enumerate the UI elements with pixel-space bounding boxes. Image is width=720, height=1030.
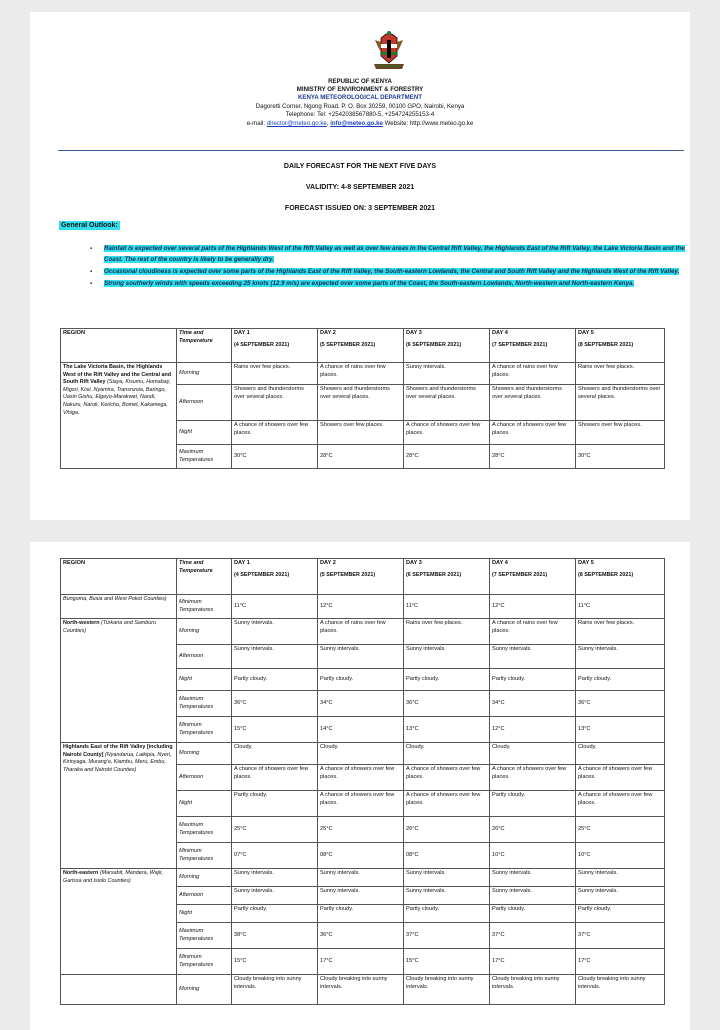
time-cell: Maximum Temperatures	[177, 923, 232, 949]
forecast-cell: 11°C	[404, 595, 490, 619]
email-label: e-mail:	[246, 120, 266, 127]
forecast-cell: Showers and thunderstorms over several places.	[232, 385, 318, 421]
day-header: DAY 1 (4 SEPTEMBER 2021)	[232, 559, 318, 595]
forecast-cell: Cloudy breaking into sunny intervals.	[576, 975, 665, 1005]
time-header: Time and Temperature	[177, 559, 232, 595]
bullet-icon: ▪	[90, 245, 93, 252]
forecast-cell: Partly cloudy.	[576, 905, 665, 923]
forecast-cell: 37°C	[404, 923, 490, 949]
time-cell: Morning	[177, 869, 232, 887]
validity-title: VALIDITY: 4-8 SEPTEMBER 2021	[305, 184, 415, 191]
day-header: DAY 5 (8 SEPTEMBER 2021)	[576, 329, 665, 363]
time-cell: Afternoon	[177, 887, 232, 905]
forecast-cell: 30°C	[576, 445, 665, 469]
forecast-cell: 17°C	[318, 949, 404, 975]
forecast-cell: 17°C	[490, 949, 576, 975]
outlook-item: ▪ Strong southerly winds with speeds exceeding 25 knots (12.9 m/s) are expected over some parts of the Coast, the South-eastern Lowlands, North-western and North-eastern Kenya.	[90, 280, 635, 287]
region-cell: Bungoma, Busia and West Pokot Counties)	[61, 595, 177, 619]
forecast-cell: Sunny intervals.	[490, 887, 576, 905]
region-cell: Highlands East of the Rift Valley [including Nairobi County] (Nyandarua, Laikipia, Nyeri, Kirinyaga, Murang'a, Kiambu, Meru, Embu, Tharaka and Nairobi Counties)	[61, 743, 177, 869]
forecast-cell: Rains over few places.	[576, 363, 665, 385]
time-cell: Maximum Temperatures	[177, 691, 232, 717]
region-cell	[61, 975, 177, 1005]
forecast-cell: 34°C	[490, 691, 576, 717]
forecast-cell: 36°C	[232, 691, 318, 717]
forecast-cell: Showers and thunderstorms over several places.	[404, 385, 490, 421]
header-contacts: e-mail: director@meteo.go.ke, info@meteo.go.ke Website: http://www.meteo.go.ke	[246, 120, 474, 127]
day-header: DAY 2 (5 SEPTEMBER 2021)	[318, 329, 404, 363]
outlook-list	[88, 243, 690, 289]
table-row	[61, 975, 665, 1005]
email-director-link[interactable]: director@meteo.go.ke	[266, 120, 327, 127]
forecast-cell: Sunny intervals.	[490, 869, 576, 887]
forecast-cell: 36°C	[318, 923, 404, 949]
time-cell: Night	[177, 669, 232, 691]
forecast-cell: Sunny intervals.	[576, 887, 665, 905]
forecast-cell: Partly cloudy.	[318, 905, 404, 923]
forecast-cell: Showers and thunderstorms over several places.	[490, 385, 576, 421]
forecast-cell: Sunny intervals.	[576, 645, 665, 669]
forecast-table-1	[60, 328, 665, 469]
outlook-item: ▪ Occasional cloudiness is expected over some parts of the Highlands East of the Rift Valley, the South-eastern Lowlands, the Central and South Rift Valley and the Highlands West of the Rift Valley.	[90, 268, 680, 275]
forecast-cell: 38°C	[232, 923, 318, 949]
forecast-cell: 15°C	[404, 949, 490, 975]
forecast-cell: Partly cloudy.	[404, 669, 490, 691]
forecast-cell: A chance of rains over few places.	[318, 619, 404, 645]
forecast-cell: Rains over few places.	[232, 363, 318, 385]
table-row	[61, 743, 665, 765]
bullet-icon: ▪	[90, 280, 93, 287]
forecast-cell: 34°C	[318, 691, 404, 717]
time-cell: Afternoon	[177, 385, 232, 421]
forecast-cell: Partly cloudy.	[232, 669, 318, 691]
region-cell: North-eastern (Marsabit, Mandera, Wajir, Garissa and Isiolo Counties)	[61, 869, 177, 975]
header-republic: REPUBLIC OF KENYA	[328, 78, 392, 85]
forecast-cell: Partly cloudy.	[232, 905, 318, 923]
forecast-cell: Partly cloudy.	[318, 669, 404, 691]
forecast-cell: Showers over few places.	[576, 421, 665, 445]
forecast-cell: 12°C	[490, 595, 576, 619]
forecast-cell: Sunny intervals.	[404, 869, 490, 887]
header-address: Dagoretti Corner, Ngong Road, P. O. Box 30259, 00100 GPO, Nairobi, Kenya	[255, 103, 465, 110]
day-header: DAY 5 (8 SEPTEMBER 2021)	[576, 559, 665, 595]
forecast-cell: Partly cloudy.	[490, 669, 576, 691]
header-department: KENYA METEOROLOGICAL DEPARTMENT	[298, 94, 422, 101]
forecast-cell: Showers over few places.	[318, 421, 404, 445]
time-cell: Morning	[177, 619, 232, 645]
general-outlook-label: General Outlook:	[61, 222, 118, 229]
forecast-cell: Cloudy.	[232, 743, 318, 765]
forecast-cell: Showers and thunderstorms over several places.	[318, 385, 404, 421]
forecast-cell: 10°C	[490, 843, 576, 869]
forecast-cell: Sunny intervals.	[232, 619, 318, 645]
time-cell: Night	[177, 905, 232, 923]
forecast-cell: 12°C	[318, 595, 404, 619]
time-cell: Night	[177, 791, 232, 817]
table-header-row	[61, 559, 665, 595]
forecast-cell: 10°C	[576, 843, 665, 869]
forecast-cell: A chance of showers over few places.	[404, 765, 490, 791]
forecast-cell: 14°C	[318, 717, 404, 743]
kenya-coat-of-arms-icon	[372, 30, 406, 72]
header-telephone: Telephone: Tel: +2542038567880-5, +254724255153-4	[285, 111, 435, 118]
forecast-cell: 13°C	[404, 717, 490, 743]
forecast-cell: Cloudy breaking into sunny intervals.	[404, 975, 490, 1005]
forecast-cell: 28°C	[318, 445, 404, 469]
time-cell: Morning	[177, 743, 232, 765]
time-cell: Night	[177, 421, 232, 445]
forecast-cell: 28°C	[490, 445, 576, 469]
forecast-cell: Cloudy breaking into sunny intervals.	[232, 975, 318, 1005]
table-header-row	[61, 329, 665, 363]
forecast-cell: 11°C	[232, 595, 318, 619]
forecast-table-2	[60, 558, 665, 1005]
issued-title: FORECAST ISSUED ON: 3 SEPTEMBER 2021	[284, 205, 436, 212]
table-row	[61, 363, 665, 385]
forecast-cell: A chance of showers over few places.	[404, 791, 490, 817]
forecast-cell: Sunny intervals.	[318, 887, 404, 905]
outlook-item: ▪ Rainfall is expected over several parts of the Highlands West of the Rift Valley as well as over few areas in the Central Rift Valley, the Highlands East of the Rift Valley, the Lake Victoria Basin and the Coast. The rest of the country is likely to be generally dry.	[90, 245, 685, 263]
region-cell: North-western (Turkana and Samburu Counties)	[61, 619, 177, 743]
forecast-cell: 26°C	[490, 817, 576, 843]
forecast-cell: 11°C	[576, 595, 665, 619]
forecast-cell: Sunny intervals.	[404, 645, 490, 669]
forecast-cell: A chance of showers over few places.	[576, 791, 665, 817]
time-header: Time and Temperature	[177, 329, 232, 363]
forecast-cell: Rains over few places.	[576, 619, 665, 645]
time-cell: Afternoon	[177, 645, 232, 669]
forecast-cell: Cloudy.	[404, 743, 490, 765]
forecast-cell: Partly cloudy.	[490, 791, 576, 817]
day-header: DAY 4 (7 SEPTEMBER 2021)	[490, 329, 576, 363]
forecast-cell: A chance of showers over few places.	[490, 765, 576, 791]
forecast-cell: A chance of showers over few places.	[232, 421, 318, 445]
forecast-cell: 15°C	[232, 717, 318, 743]
forecast-cell: 17°C	[576, 949, 665, 975]
forecast-cell: 25°C	[318, 817, 404, 843]
forecast-cell: 25°C	[232, 817, 318, 843]
time-cell: Minimum Temperatures	[177, 843, 232, 869]
forecast-cell: Sunny intervals.	[404, 887, 490, 905]
forecast-cell: Partly cloudy.	[404, 905, 490, 923]
forecast-cell: Showers and thunderstorms over several places.	[576, 385, 665, 421]
forecast-cell: 30°C	[232, 445, 318, 469]
forecast-cell: Sunny intervals.	[318, 645, 404, 669]
forecast-cell: Sunny intervals.	[318, 869, 404, 887]
forecast-cell: A chance of rains over few places.	[490, 619, 576, 645]
forecast-cell: A chance of showers over few places.	[404, 421, 490, 445]
forecast-cell: 12°C	[490, 717, 576, 743]
forecast-cell: A chance of rains over few places.	[490, 363, 576, 385]
bullet-icon: ▪	[90, 268, 93, 275]
time-cell: Morning	[177, 975, 232, 1005]
forecast-cell: 37°C	[576, 923, 665, 949]
time-cell: Morning	[177, 363, 232, 385]
forecast-cell: 15°C	[232, 949, 318, 975]
region-cell: The Lake Victoria Basin, the Highlands West of the Rift Valley and the Central and South Rift Valley (Siaya, Kisumu, Homabay, Migori, Kisii, Nyamira, Transnzoia, Baringo, Uasin Gishu, Elgeyo-Marakwet, Nandi, Nakuru, Narok, Kericho, Bomet, Kakamega, Vihiga,	[61, 363, 177, 469]
forecast-cell: Sunny intervals.	[232, 869, 318, 887]
forecast-cell: Cloudy.	[576, 743, 665, 765]
website-text: Website: http://www.meteo.go.ke	[384, 120, 474, 127]
table-row	[61, 869, 665, 887]
forecast-cell: 36°C	[404, 691, 490, 717]
forecast-cell: Partly cloudy.	[576, 669, 665, 691]
forecast-cell: A chance of showers over few places.	[318, 791, 404, 817]
forecast-cell: A chance of showers over few places.	[576, 765, 665, 791]
forecast-cell: 28°C	[404, 445, 490, 469]
header-ministry: MINISTRY OF ENVIRONMENT & FORESTRY	[296, 86, 424, 93]
forecast-cell: Cloudy.	[490, 743, 576, 765]
time-cell: Minimum Temperatures	[177, 717, 232, 743]
table-row	[61, 619, 665, 645]
forecast-cell: 07°C	[232, 843, 318, 869]
day-header: DAY 1 (4 SEPTEMBER 2021)	[232, 329, 318, 363]
forecast-cell: Sunny intervals.	[576, 869, 665, 887]
forecast-cell: Cloudy.	[318, 743, 404, 765]
forecast-cell: Partly cloudy.	[490, 905, 576, 923]
forecast-cell: A chance of showers over few places.	[232, 765, 318, 791]
email-info-link[interactable]: info@meteo.go.ke	[330, 120, 383, 127]
forecast-cell: Sunny intervals.	[404, 363, 490, 385]
forecast-cell: Cloudy breaking into sunny intervals.	[490, 975, 576, 1005]
forecast-cell: 13°C	[576, 717, 665, 743]
time-cell: Minimum Temperatures	[177, 595, 232, 619]
forecast-cell: 25°C	[576, 817, 665, 843]
day-header: DAY 4 (7 SEPTEMBER 2021)	[490, 559, 576, 595]
forecast-cell: 08°C	[404, 843, 490, 869]
forecast-cell: A chance of showers over few places.	[318, 765, 404, 791]
forecast-cell: 36°C	[576, 691, 665, 717]
forecast-cell: 08°C	[318, 843, 404, 869]
time-cell: Minimum Temperatures	[177, 949, 232, 975]
forecast-cell: Rains over few places.	[404, 619, 490, 645]
table-row	[61, 595, 665, 619]
document-page-2	[30, 542, 690, 1030]
time-cell: Afternoon	[177, 765, 232, 791]
forecast-cell: Cloudy breaking into sunny intervals.	[318, 975, 404, 1005]
forecast-cell: Sunny intervals.	[490, 645, 576, 669]
forecast-cell: 37°C	[490, 923, 576, 949]
region-header: REGION	[61, 329, 177, 363]
region-header: REGION	[61, 559, 177, 595]
day-header: DAY 2 (5 SEPTEMBER 2021)	[318, 559, 404, 595]
forecast-cell: Partly cloudy.	[232, 791, 318, 817]
forecast-cell: A chance of rains over few places.	[318, 363, 404, 385]
document-page-1	[30, 12, 690, 520]
forecast-cell: Sunny intervals.	[232, 645, 318, 669]
forecast-cell: Sunny intervals.	[232, 887, 318, 905]
forecast-cell: 26°C	[404, 817, 490, 843]
day-header: DAY 3 (6 SEPTEMBER 2021)	[404, 559, 490, 595]
forecast-title: DAILY FORECAST FOR THE NEXT FIVE DAYS	[283, 163, 437, 170]
forecast-cell: A chance of showers over few places.	[490, 421, 576, 445]
day-header: DAY 3 (6 SEPTEMBER 2021)	[404, 329, 490, 363]
header-divider	[58, 150, 684, 151]
time-cell: Maximum Temperatures	[177, 817, 232, 843]
time-cell: Maximum Temperatures	[177, 445, 232, 469]
